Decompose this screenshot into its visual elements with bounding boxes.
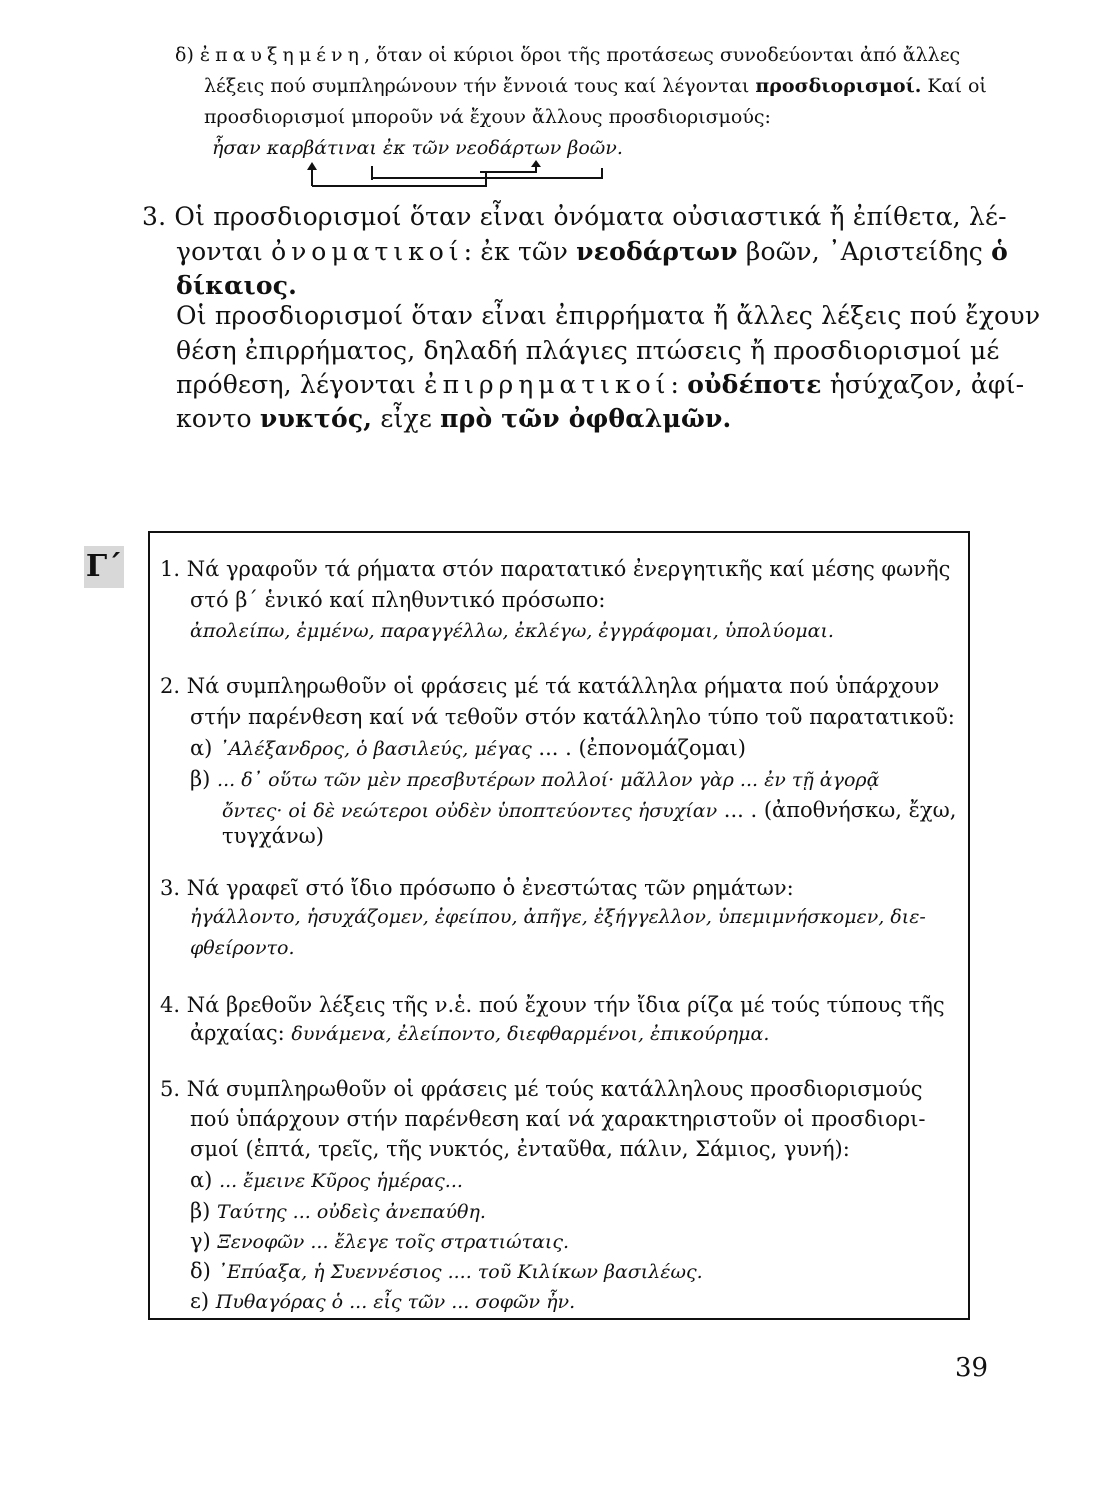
exercise-2-item-b-line-1: [190, 767, 879, 791]
item-label: α): [190, 736, 213, 760]
page-number: 39: [955, 1353, 989, 1383]
exercises-section-label: Γ΄: [84, 546, 124, 588]
exercise-5-item-b: [190, 1199, 486, 1223]
bold-word: ὁ: [991, 237, 1008, 266]
section3-p2-line-2: θέση ἐπιρρήματος, δηλαδή πλάγιες πτώσεις ἤ προσδιορισμοί μέ: [176, 336, 1000, 365]
text: Νά γραφεῖ στό ἴδιο πρόσωπο ὁ ἐνεστώτας τῶν ρημάτων:: [186, 876, 794, 900]
exercise-3-line-1: [160, 876, 794, 900]
exercise-4-line-2: [190, 1021, 769, 1045]
exercise-number: 4.: [160, 993, 181, 1017]
exercise-2-line-1: [160, 674, 939, 698]
text: ... . (ἀποθνήσκω, ἔχω,: [717, 798, 957, 822]
item-text: Πυθαγόρας ὁ ... εἶς τῶν ... σοφῶν ἦν.: [215, 1291, 576, 1313]
exercise-5-line-1: [160, 1077, 923, 1101]
item-label: α): [190, 1168, 213, 1192]
exercise-3-verbs-line-1: ἠγάλλοντο, ἡσυχάζομεν, ἐφείπου, ἀπῆγε, ἐξήγγελλον, ὑπεμιμνήσκομεν, διε-: [190, 906, 926, 928]
top-line-3: προσδιορισμοί μποροῦν νά ἔχουν ἄλλους προσδιορισμούς:: [204, 106, 771, 128]
text: γονται: [176, 237, 272, 266]
exercise-5-item-c: [190, 1229, 569, 1253]
section-number: 3.: [142, 202, 167, 231]
top-line-1: [175, 44, 960, 66]
section3-line-3: δίκαιος.: [176, 271, 298, 300]
item-label: ε): [190, 1289, 210, 1313]
text: : ἐκ τῶν: [463, 237, 577, 266]
exercise-2-item-b-line-3: τυγχάνω): [222, 824, 324, 848]
bold-word: οὐδέποτε: [687, 370, 822, 399]
item-label: δ): [190, 1259, 211, 1283]
italic-text: ... δ᾿ οὕτω τῶν μὲν πρεσβυτέρων πολλοί· μᾶλλον γὰρ ... ἐν τῇ ἀγορᾷ: [217, 769, 880, 791]
exercise-number: 3.: [160, 876, 181, 900]
exercise-number: 1.: [160, 557, 181, 581]
text: ἀρχαίας:: [190, 1021, 292, 1045]
text: πρόθεση, λέγονται: [176, 370, 425, 399]
item-text: ᾿Επύαξα, ἡ Συεννέσιος .... τοῦ Κιλίκων βασιλέως.: [217, 1261, 703, 1283]
item-label: δ): [175, 44, 194, 66]
item-label: β): [190, 1199, 211, 1223]
item-text: Ταύτης ... οὐδεὶς ἀνεπαύθη.: [217, 1201, 486, 1223]
exercise-1-verbs: ἀπολείπω, ἐμμένω, παραγγέλλω, ἐκλέγω, ἐγγράφομαι, ὑπολύομαι.: [190, 620, 834, 642]
term-onomatikoi: ὀνοματικοί: [271, 237, 464, 266]
item-text: ... ἔμεινε Κῦρος ἡμέρας...: [219, 1170, 463, 1192]
exercise-number: 2.: [160, 674, 181, 698]
bold-word: νεοδάρτων: [576, 237, 738, 266]
exercise-number: 5.: [160, 1077, 181, 1101]
exercise-1-line-2: στό β΄ ἑνικό καί πληθυντικό πρόσωπο:: [190, 588, 606, 612]
text: κοντο: [176, 404, 260, 433]
item-text: Ξενοφῶν ... ἔλεγε τοῖς στρατιώταις.: [217, 1231, 570, 1253]
bold-word: νυκτός,: [259, 404, 373, 433]
section3-line-1: [142, 202, 1007, 231]
text: ἡσύχαζον, ἀφί-: [821, 370, 1025, 399]
exercise-2-item-b-line-2: [222, 798, 956, 822]
text: εἶχε: [372, 404, 441, 433]
italic-text: δυνάμενα, ἐλείποντο, διεφθαρμένοι, ἐπικούρημα.: [291, 1023, 770, 1045]
term-epirrematikoi: ἐπιρρηματικοί: [424, 370, 671, 399]
top-line-2: [204, 75, 987, 97]
bold-phrase: πρὸ τῶν ὀφθαλμῶν.: [440, 404, 732, 433]
text: Οἱ προσδιορισμοί ὅταν εἶναι ὀνόματα οὐσιαστικά ἤ ἐπίθετα, λέ-: [174, 202, 1007, 231]
example-phrase: ἦσαν καρβάτιναι ἐκ τῶν νεοδάρτων βοῶν.: [212, 137, 623, 159]
section3-p2-line-1: Οἱ προσδιορισμοί ὅταν εἶναι ἐπιρρήματα ἤ ἄλλες λέξεις πού ἔχουν: [176, 301, 1041, 330]
exercise-3-verbs-line-2: φθείροντο.: [190, 937, 295, 959]
section3-p2-line-3: [176, 370, 1024, 399]
italic-text: ὄντες· οἱ δὲ νεώτεροι οὐδὲν ὑποπτεύοντες ἡσυχίαν: [222, 800, 718, 822]
text: Καί οἱ: [921, 75, 987, 97]
text: :: [670, 370, 688, 399]
term-epauxemene: ἐπαυξημένη: [199, 44, 364, 66]
exercise-5-item-d: [190, 1259, 703, 1283]
exercise-5-item-a: [190, 1168, 463, 1192]
text: Νά γραφοῦν τά ρήματα στόν παρατατικό ἐνεργητικῆς καί μέσης φωνῆς: [186, 557, 951, 581]
bracket-3: [480, 164, 536, 172]
exercise-4-line-1: [160, 993, 945, 1017]
arrow-head-2: [531, 160, 541, 167]
section3-p2-line-4: [176, 404, 731, 433]
text: λέξεις πού συμπληρώνουν τήν ἔννοιά τους καί λέγονται: [204, 75, 756, 97]
bold-term: προσδιορισμοί.: [755, 75, 922, 97]
item-label: γ): [190, 1229, 211, 1253]
modifier-arrows-diagram: [300, 156, 620, 192]
exercise-5-line-3: σμοί (ἑπτά, τρεῖς, τῆς νυκτός, ἐνταῦθα, πάλιν, Σάμιος, γυνή):: [190, 1137, 850, 1161]
exercise-2-item-a: [190, 736, 746, 760]
item-label: β): [190, 767, 211, 791]
section3-line-2: [176, 237, 1008, 266]
exercise-5-item-e: [190, 1289, 575, 1313]
exercise-5-line-2: πού ὑπάρχουν στήν παρένθεση καί νά χαρακτηριστοῦν οἱ προσδιορι-: [190, 1107, 926, 1131]
exercise-2-line-2: στήν παρένθεση καί νά τεθοῦν στόν κατάλληλο τύπο τοῦ παρατατικοῦ:: [190, 705, 955, 729]
italic-text: ᾿Αλέξανδρος, ὁ βασιλεύς, μέγας: [219, 738, 532, 760]
exercise-1-line-1: [160, 557, 950, 581]
text: , ὅταν οἱ κύριοι ὅροι τῆς προτάσεως συνοδεύονται ἀπό ἄλλες: [363, 44, 961, 66]
text: βοῶν, ᾿Αριστείδης: [737, 237, 992, 266]
text: Νά συμπληρωθοῦν οἱ φράσεις μέ τούς κατάλληλους προσδιορισμούς: [186, 1077, 923, 1101]
text: Νά βρεθοῦν λέξεις τῆς ν.ἑ. πού ἔχουν τήν ἴδια ρίζα μέ τούς τύπους τῆς: [186, 993, 945, 1017]
arrow-head-1: [307, 162, 317, 170]
text: Νά συμπληρωθοῦν οἱ φράσεις μέ τά κατάλληλα ρήματα πού ὑπάρχουν: [186, 674, 940, 698]
text: ... . (ἐπονομάζομαι): [531, 736, 746, 760]
